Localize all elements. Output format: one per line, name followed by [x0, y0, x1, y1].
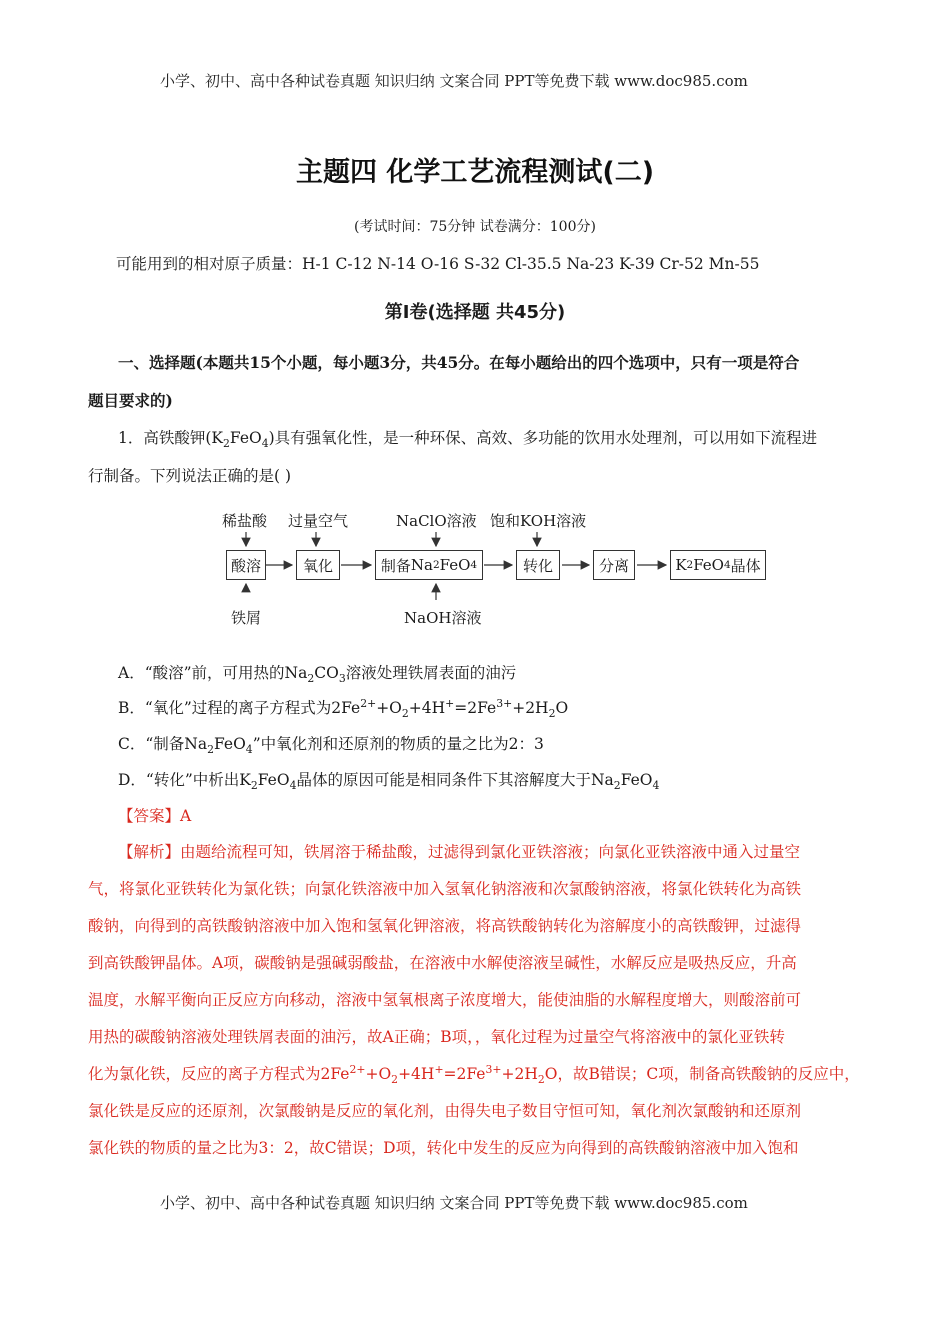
option-text: =2Fe	[454, 699, 497, 717]
formula-part: Na	[410, 556, 433, 574]
analysis-sup: 3+	[485, 1062, 502, 1076]
analysis-text: O，故B错误；C项，制备高铁酸钠的反应中，	[544, 1065, 860, 1083]
option-text: FeO	[257, 771, 290, 789]
analysis-label: 【解析】	[118, 843, 181, 861]
option-b	[118, 696, 568, 720]
option-text: +2H	[512, 699, 549, 717]
option-text: +4H	[408, 699, 446, 717]
analysis-line-5: 温度，水解平衡向正反应方向移动，溶液中氢氧根离子浓度增大，能使油脂的水解程度增大，则酸溶前可	[88, 991, 802, 1009]
analysis-line-6: 用热的碳酸钠溶液处理铁屑表面的油污，故A正确；B项，，氧化过程为过量空气将溶液中的氯化亚铁转	[88, 1028, 785, 1046]
step-crystal-label: 晶体	[730, 556, 761, 575]
option-text: C．“制备Na	[118, 735, 208, 753]
formula-sub: 4	[470, 559, 478, 571]
answer-value: A	[180, 807, 192, 825]
formula-part: K	[675, 556, 687, 574]
option-sup: 2+	[360, 696, 377, 710]
answer	[118, 804, 191, 826]
answer-label: 【答案】	[118, 807, 181, 825]
option-sup: 3+	[496, 696, 513, 710]
option-sub: 2	[250, 779, 258, 793]
option-sub: 2	[207, 743, 214, 757]
part-intro-line1: 一、选择题(本题共15个小题，每小题3分，共45分。在每小题给出的四个选项中，只有一项是符合	[118, 353, 800, 372]
option-text: 晶体的原因可能是相同条件下其溶解度大于Na	[296, 771, 614, 789]
stem-part: 高铁酸钾(K	[143, 429, 224, 447]
option-text: B．“氧化”过程的离子方程式为2Fe	[118, 699, 361, 717]
step-convert: 转化	[516, 550, 560, 580]
option-text: A．“酸溶”前，可用热的Na	[118, 664, 308, 682]
analysis-sub: 2	[537, 1073, 545, 1087]
step-acid-dissolve: 酸溶	[226, 550, 266, 580]
input-naclo: NaClO溶液	[396, 512, 477, 530]
analysis-line-1	[118, 840, 800, 862]
analysis-text: 由题给流程可知，铁屑溶于稀盐酸，过滤得到氯化亚铁溶液；向氯化亚铁溶液中通入过量空	[180, 843, 801, 861]
option-sub: 2	[548, 707, 556, 721]
part-intro-line2: 题目要求的)	[88, 391, 173, 410]
option-sub: 4	[245, 743, 253, 757]
option-text: FeO	[620, 771, 653, 789]
input-iron-scrap: 铁屑	[231, 609, 262, 627]
option-sub: 4	[289, 779, 297, 793]
option-sub: 2	[613, 779, 621, 793]
option-sub: 4	[652, 779, 660, 793]
input-air: 过量空气	[288, 512, 349, 530]
stem-sub: 4	[261, 437, 269, 451]
question-number: 1．	[118, 429, 144, 447]
question-1-stem-line2: 行制备。下列说法正确的是( )	[88, 467, 292, 485]
page-header: 小学、初中、高中各种试卷真题 知识归纳 文案合同 PPT等免费下载 www.doc985.com	[160, 72, 748, 90]
page-title: 主题四 化学工艺流程测试(二)	[295, 157, 655, 188]
option-sub: 2	[307, 672, 315, 686]
exam-info: (考试时间：75分钟 试卷满分：100分)	[354, 219, 596, 235]
option-text: CO	[314, 664, 339, 682]
option-text: +O	[376, 699, 402, 717]
analysis-line-4: 到高铁酸钾晶体。A项，碳酸钠是强碱弱酸盐，在溶液中水解使溶液呈碱性，水解反应是吸热反应，升高	[88, 954, 797, 972]
option-c	[118, 732, 544, 756]
option-text: D．“转化”中析出K	[118, 771, 251, 789]
input-naoh: NaOH溶液	[404, 609, 482, 627]
analysis-text: =2Fe	[443, 1065, 486, 1083]
analysis-text: +O	[365, 1065, 392, 1083]
option-text: FeO	[214, 735, 246, 753]
option-sub: 2	[401, 707, 409, 721]
option-d	[118, 768, 659, 792]
analysis-line-3: 酸钠，向得到的高铁酸钠溶液中加入饱和氢氧化钾溶液，将高铁酸钠转化为溶解度小的高铁酸钾，过滤得	[88, 917, 802, 935]
atomic-masses: 可能用到的相对原子质量：H-1 C-12 N-14 O-16 S-32 Cl-35.5 Na-23 K-39 Cr-52 Mn-55	[116, 255, 760, 273]
option-sub: 3	[338, 672, 346, 686]
formula-sub: 4	[723, 559, 731, 571]
analysis-text: +4H	[398, 1065, 435, 1083]
analysis-sup: +	[434, 1062, 444, 1076]
formula-part: FeO	[439, 556, 471, 574]
option-text: O	[555, 699, 569, 717]
flowchart-arrows	[0, 0, 950, 640]
formula-part: FeO	[693, 556, 724, 574]
stem-sub: 2	[223, 437, 230, 451]
option-sup: +	[445, 696, 455, 710]
analysis-sub: 2	[391, 1073, 399, 1087]
stem-part: )具有强氧化性，是一种环保、高效、多功能的饮用水处理剂，可以用如下流程进	[268, 429, 818, 447]
input-hcl: 稀盐酸	[222, 512, 268, 530]
step-prepare-label: 制备	[380, 556, 411, 575]
formula-sub: 2	[432, 559, 440, 571]
stem-part: FeO	[229, 429, 262, 447]
option-a	[118, 661, 516, 685]
step-separate: 分离	[593, 550, 635, 580]
analysis-line-2: 气，将氯化亚铁转化为氯化铁；向氯化铁溶液中加入氢氧化钠溶液和次氯酸钠溶液，将氯化铁转化为高铁	[88, 880, 802, 898]
input-koh: 饱和KOH溶液	[490, 512, 587, 530]
step-crystal	[670, 550, 766, 580]
page-footer: 小学、初中、高中各种试卷真题 知识归纳 文案合同 PPT等免费下载 www.doc985.com	[160, 1194, 748, 1212]
option-text: ”中氧化剂和还原剂的物质的量之比为2：3	[252, 735, 544, 753]
analysis-text: 化为氯化铁，反应的离子方程式为2Fe	[88, 1065, 350, 1083]
analysis-line-7	[88, 1062, 860, 1086]
section-title: 第Ⅰ卷(选择题 共45分)	[384, 302, 566, 323]
analysis-line-8: 氯化铁是反应的还原剂，次氯酸钠是反应的氧化剂，由得失电子数目守恒可知，氧化剂次氯酸钠和还原剂	[88, 1102, 802, 1120]
step-oxidize: 氧化	[296, 550, 340, 580]
step-prepare	[375, 550, 483, 580]
formula-sub: 2	[686, 559, 694, 571]
option-text: 溶液处理铁屑表面的油污	[345, 664, 517, 682]
analysis-sup: 2+	[349, 1062, 366, 1076]
analysis-text: +2H	[501, 1065, 538, 1083]
analysis-line-9: 氯化铁的物质的量之比为3：2，故C错误；D项，转化中发生的反应为向得到的高铁酸钠溶液中加入饱和	[88, 1139, 799, 1157]
